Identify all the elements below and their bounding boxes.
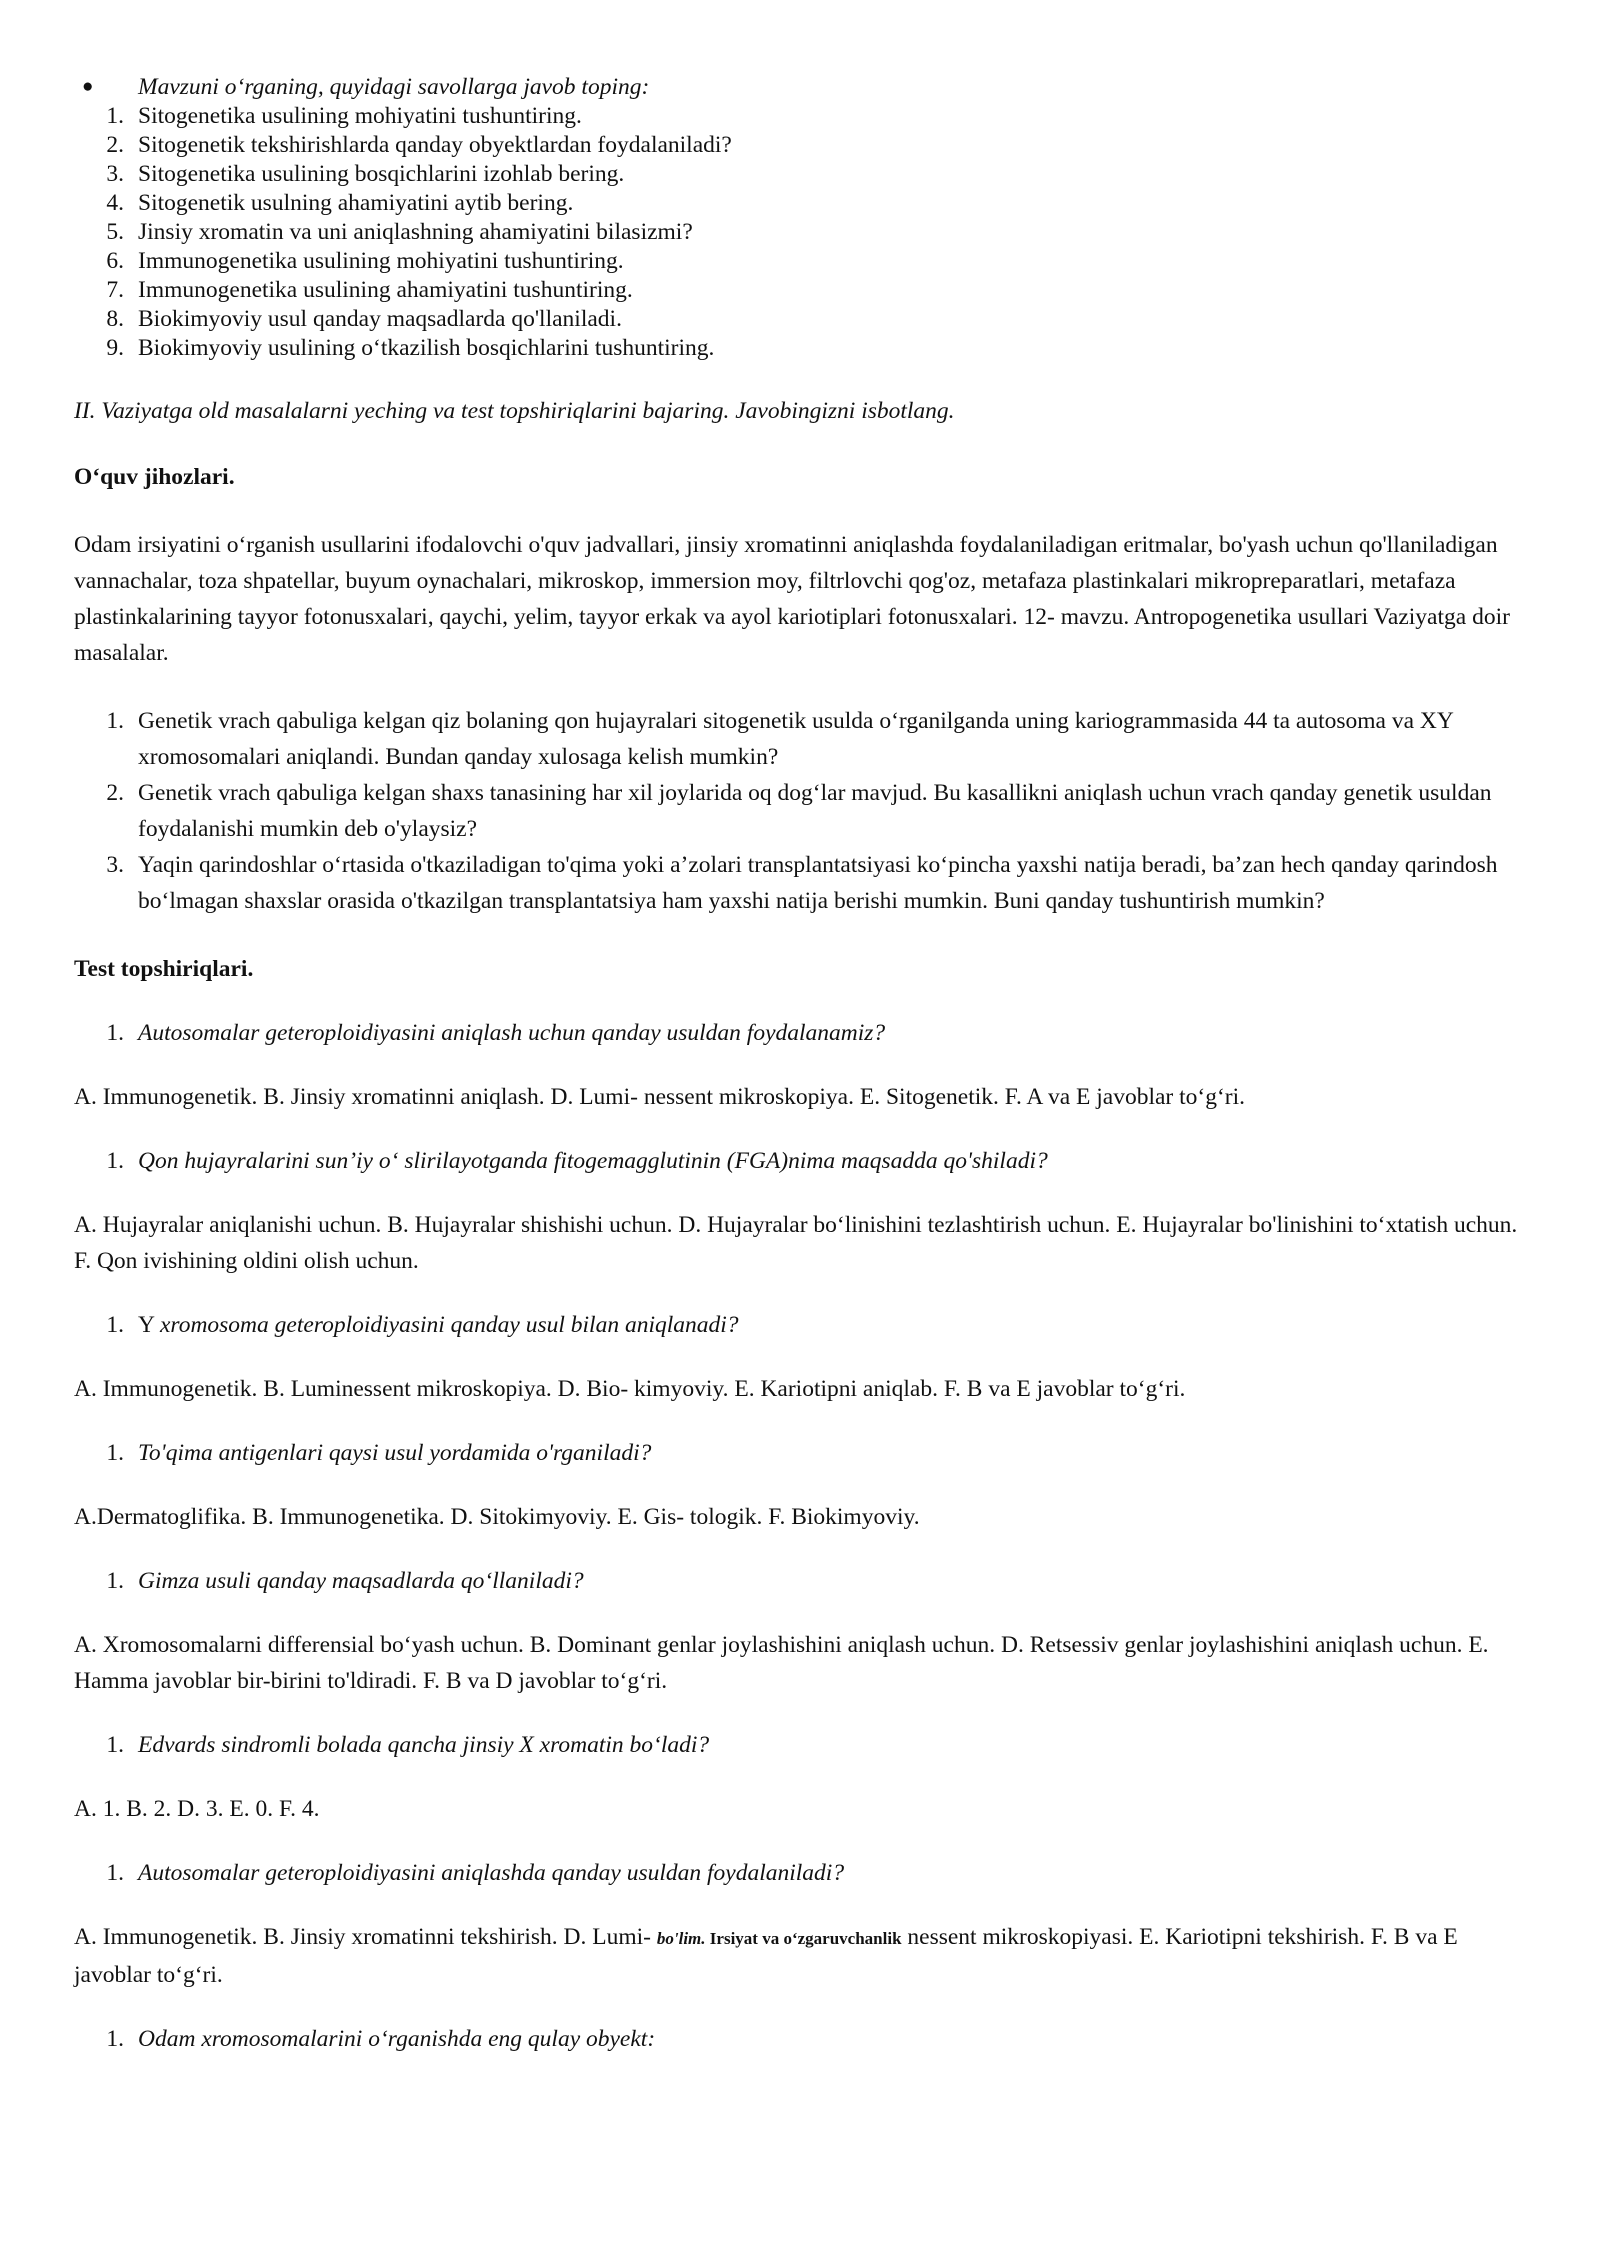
test-question-text: Qon hujayralarini sun’iy o‘ slirilayotganda fitogemagglutinin (FGA)nima maqsadda qo'shiladi? xyxy=(138,1148,1048,1174)
task-item xyxy=(74,775,1534,847)
test-answers: A. 1. B. 2. D. 3. E. 0. F. 4. xyxy=(74,1796,320,1822)
question-text: Immunogenetika usulining mohiyatini tushuntiring. xyxy=(138,248,624,274)
task-text: Genetik vrach qabuliga kelgan shaxs tanasining har xil joylarida oq dog‘lar mavjud. Bu kasallikni aniqlash uchun vrach qanday genetik usuldan foydalanishi mumkin deb o'ylaysiz? xyxy=(138,780,1492,842)
test-number: 1. xyxy=(106,1148,124,1174)
question-item xyxy=(74,218,1534,247)
test-question xyxy=(74,1855,1534,1891)
test-question xyxy=(74,1015,1534,1051)
test-question-text: Gimza usuli qanday maqsadlarda qo‘llaniladi? xyxy=(138,1568,584,1594)
question-item xyxy=(74,305,1534,334)
question-list xyxy=(74,102,1534,363)
question-number: 1. xyxy=(106,103,124,129)
question-text: Sitogenetik usulning ahamiyatini aytib bering. xyxy=(138,190,574,216)
document-page xyxy=(74,72,1534,2057)
question-item xyxy=(74,102,1534,131)
test-question xyxy=(74,1727,1534,1763)
test-question-line xyxy=(138,1307,739,1343)
test-answers: A. Immunogenetik. B. Jinsiy xromatinni aniqlash. D. Lumi- nessent mikroskopiya. E. Sitogenetik. F. A va E javoblar to‘g‘ri. xyxy=(74,1084,1246,1110)
task-number: 2. xyxy=(106,780,124,806)
question-number: 3. xyxy=(106,161,124,187)
test-question xyxy=(74,1435,1534,1471)
question-number: 9. xyxy=(106,335,124,361)
test-question-text: To'qima antigenlari qaysi usul yordamida o'rganiladi? xyxy=(138,1440,652,1466)
test-answers: A. Hujayralar aniqlanishi uchun. B. Hujayralar shishishi uchun. D. Hujayralar bo‘linishini tezlashtirish uchun. E. Hujayralar bo'linishini to‘xtatish uchun. F. Qon ivishining oldini olish uchun. xyxy=(74,1212,1518,1274)
question-text: Sitogenetik tekshirishlarda qanday obyektlardan foydalaniladi? xyxy=(138,132,732,158)
inline-note-title: Irsiyat va o‘zgaruvchanlik xyxy=(705,1929,902,1948)
test-question-line xyxy=(138,1563,584,1599)
test-question-text: Edvards sindromli bolada qancha jinsiy X xromatin bo‘ladi? xyxy=(138,1732,710,1758)
question-number: 2. xyxy=(106,132,124,158)
test-number: 1. xyxy=(106,1020,124,1046)
test-question xyxy=(74,1307,1534,1343)
answer-part: A. Immunogenetik. B. Jinsiy xromatinni tekshirish. D. Lumi- xyxy=(74,1924,657,1950)
test-question-line xyxy=(138,1727,709,1763)
test-question-line xyxy=(138,1435,651,1471)
question-text: Biokimyoviy usulining o‘tkazilish bosqichlarini tushuntiring. xyxy=(138,335,715,361)
test-answers: A.Dermatoglifika. B. Immunogenetika. D. Sitokimyoviy. E. Gis- tologik. F. Biokimyoviy. xyxy=(74,1504,920,1530)
question-item xyxy=(74,131,1534,160)
test-question-text: Autosomalar geteroploidiyasini aniqlashda qanday usuldan foydalaniladi? xyxy=(138,1860,845,1886)
task-text: Yaqin qarindoshlar o‘rtasida o'tkaziladigan to'qima yoki a’zolari transplantatsiyasi ko‘pincha yaxshi natija beradi, ba’zan hech qanday qarindosh bo‘lmagan shaxslar orasida o'tkazilgan transplantatsiya ham yaxshi natija berishi mumkin. Buni qanday tushuntirish mumkin? xyxy=(138,852,1498,914)
inline-note: bo'lim. xyxy=(656,1929,706,1948)
task-item xyxy=(74,703,1534,775)
question-text: Sitogenetika usulining bosqichlarini izohlab bering. xyxy=(138,161,625,187)
question-text: Biokimyoviy usul qanday maqsadlarda qo'llaniladi. xyxy=(138,306,622,332)
question-item xyxy=(74,334,1534,363)
test-question-text: Odam xromosomalarini o‘rganishda eng qulay obyekt: xyxy=(138,2026,656,2052)
task-text: Genetik vrach qabuliga kelgan qiz bolaning qon hujayralari sitogenetik usulda o‘rganilganda uning kariogrammasida 44 ta autosoma va XY xromosomalari aniqlandi. Bundan qanday xulosaga kelish mumkin? xyxy=(138,708,1453,770)
task-list xyxy=(74,703,1534,919)
question-item xyxy=(74,276,1534,305)
test-number: 1. xyxy=(106,1732,124,1758)
test-answers: A. Xromosomalarni differensial bo‘yash uchun. B. Dominant genlar joylashishini aniqlash uchun. D. Retsessiv genlar joylashishini aniqlash uchun. E. Hamma javoblar bir-birini to'ldiradi. F. B va D javoblar to‘g‘ri. xyxy=(74,1632,1489,1694)
test-answers xyxy=(74,1919,1534,1993)
test-heading: Test topshiriqlari. xyxy=(74,956,254,982)
question-text: Immunogenetika usulining ahamiyatini tushuntiring. xyxy=(138,277,633,303)
answer-part: nessent mikroskopiyasi. E. Kariotipni tekshirish. F. B va E javoblar to‘g‘ri. xyxy=(74,1924,1458,1988)
test-question-line xyxy=(138,1143,1048,1179)
test-question-line xyxy=(138,1015,885,1051)
test-question-prefix: Y xyxy=(138,1312,160,1338)
intro-bullet-list xyxy=(74,72,1534,102)
question-item xyxy=(74,189,1534,218)
test-question xyxy=(74,1143,1534,1179)
equipment-heading: O‘quv jihozlari. xyxy=(74,464,235,490)
question-text: Sitogenetika usulining mohiyatini tushuntiring. xyxy=(138,103,582,129)
test-question xyxy=(74,2021,1534,2057)
question-item xyxy=(74,247,1534,276)
test-number: 1. xyxy=(106,2026,124,2052)
test-question-text: xromosoma geteroploidiyasini qanday usul bilan aniqlanadi? xyxy=(159,1312,739,1338)
question-number: 6. xyxy=(106,248,124,274)
question-item xyxy=(74,160,1534,189)
test-number: 1. xyxy=(106,1860,124,1886)
test-number: 1. xyxy=(106,1568,124,1594)
question-text: Jinsiy xromatin va uni aniqlashning ahamiyatini bilasizmi? xyxy=(138,219,693,245)
section-title: II. Vaziyatga old masalalarni yeching va test topshiriqlarini bajaring. Javobingizni isbotlang. xyxy=(74,398,955,424)
test-number: 1. xyxy=(106,1440,124,1466)
test-answers: A. Immunogenetik. B. Luminessent mikroskopiya. D. Bio- kimyoviy. E. Kariotipni aniqlab. F. B va E javoblar to‘g‘ri. xyxy=(74,1376,1186,1402)
test-question-text: Autosomalar geteroploidiyasini aniqlash uchun qanday usuldan foydalanamiz? xyxy=(138,1020,886,1046)
task-number: 3. xyxy=(106,852,124,878)
test-number: 1. xyxy=(106,1312,124,1338)
question-number: 4. xyxy=(106,190,124,216)
question-number: 5. xyxy=(106,219,124,245)
question-number: 8. xyxy=(106,306,124,332)
intro-bullet: ● Mavzuni o‘rganing, quyidagi savollarga javob toping: xyxy=(74,72,1534,102)
task-item xyxy=(74,847,1534,919)
equipment-paragraph: Odam irsiyatini o‘rganish usullarini ifodalovchi o'quv jadvallari, jinsiy xromatinni aniqlashda foydalaniladigan eritmalar, bo'yash uchun qo'llaniladigan vannachalar, toza shpatellar, buyum oynachalari, mikroskop, immersion moy, filtrlovchi qog'oz, metafaza plastinkalari mikropreparatlari, metafaza plastinkalarining tayyor fotonusxalari, qaychi, yelim, tayyor erkak va ayol kariotiplari fotonusxalari. 12- mavzu. Antropogenetika usullari Vaziyatga doir masalalar. xyxy=(74,532,1510,666)
question-number: 7. xyxy=(106,277,124,303)
test-list xyxy=(74,1015,1534,1827)
task-number: 1. xyxy=(106,708,124,734)
test-question xyxy=(74,1563,1534,1599)
